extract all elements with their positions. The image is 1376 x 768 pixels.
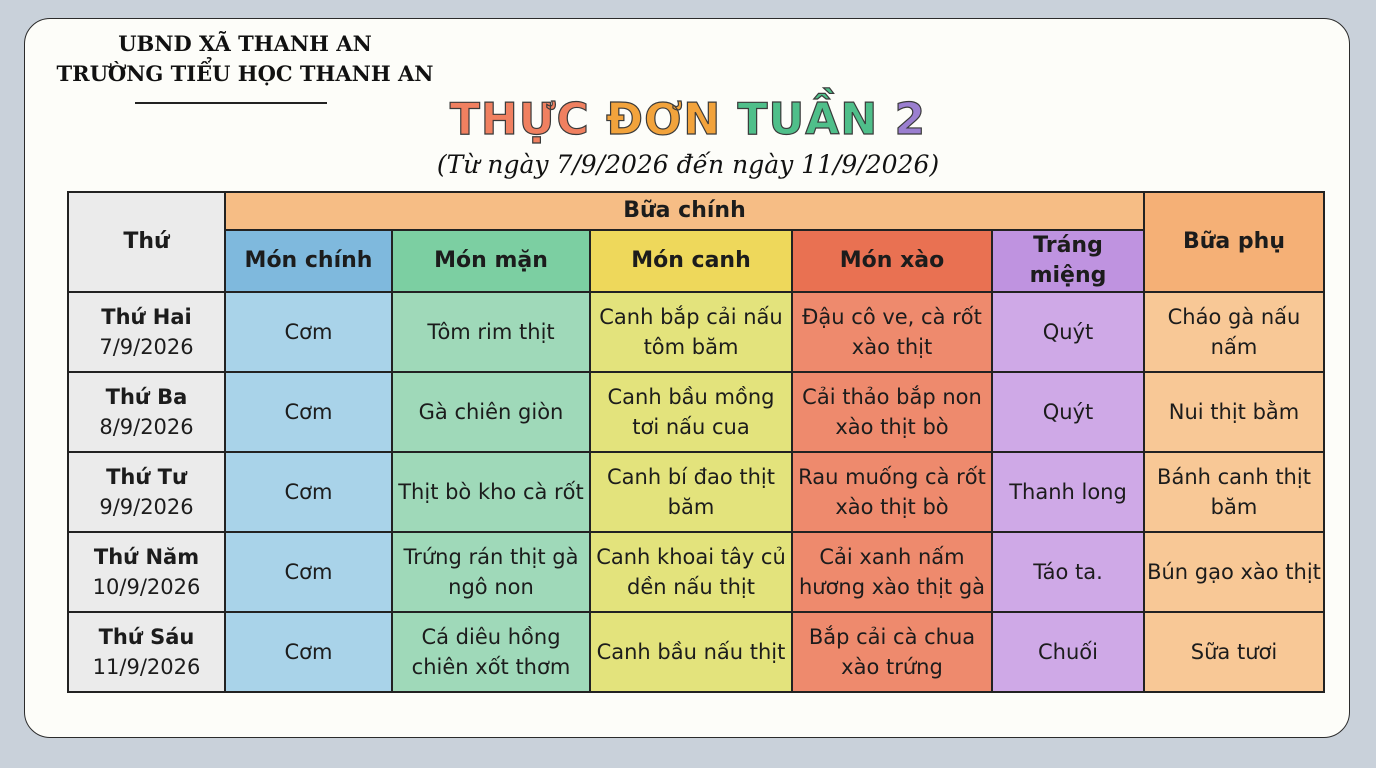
table-row	[68, 292, 1324, 372]
stir-fry-cell: Cải thảo bắp non xào thịt bò	[792, 372, 992, 452]
table-row	[68, 532, 1324, 612]
date-range: (Từ ngày 7/9/2026 đến ngày 11/9/2026)	[436, 150, 940, 179]
soup-cell: Canh bầu nấu thịt	[590, 612, 792, 692]
savory-dish-cell: Thịt bò kho cà rốt	[392, 452, 590, 532]
day-date: 10/9/2026	[92, 575, 201, 599]
table-row	[68, 612, 1324, 692]
snack-cell: Bún gạo xào thịt	[1144, 532, 1324, 612]
day-date: 8/9/2026	[99, 415, 194, 439]
savory-dish-cell: Gà chiên giòn	[392, 372, 590, 452]
header-stir-fry: Món xào	[792, 230, 992, 292]
savory-dish-cell: Trứng rán thịt gà ngô non	[392, 532, 590, 612]
stir-fry-cell: Bắp cải cà chua xào trứng	[792, 612, 992, 692]
day-cell	[68, 532, 225, 612]
day-name: Thứ Hai	[101, 305, 192, 329]
header-dessert: Tráng miệng	[992, 230, 1144, 292]
stir-fry-cell: Rau muống cà rốt xào thịt bò	[792, 452, 992, 532]
day-date: 9/9/2026	[99, 495, 194, 519]
main-dish-cell: Cơm	[225, 532, 392, 612]
day-name: Thứ Sáu	[98, 625, 195, 649]
page-title	[0, 94, 1376, 145]
title-word-4: 2	[894, 94, 927, 145]
day-cell	[68, 612, 225, 692]
snack-cell: Cháo gà nấu nấm	[1144, 292, 1324, 372]
day-cell	[68, 372, 225, 452]
header-main-dish: Món chính	[225, 230, 392, 292]
soup-cell: Canh khoai tây củ dền nấu thịt	[590, 532, 792, 612]
snack-cell: Sữa tươi	[1144, 612, 1324, 692]
day-cell	[68, 452, 225, 532]
day-name: Thứ Ba	[105, 385, 188, 409]
title-word-1: THỰC	[449, 94, 590, 145]
soup-cell: Canh bầu mồng tơi nấu cua	[590, 372, 792, 452]
savory-dish-cell: Tôm rim thịt	[392, 292, 590, 372]
day-name: Thứ Năm	[93, 545, 200, 569]
soup-cell: Canh bí đao thịt băm	[590, 452, 792, 532]
day-cell	[68, 292, 225, 372]
main-dish-cell: Cơm	[225, 372, 392, 452]
dessert-cell: Thanh long	[992, 452, 1144, 532]
table-row	[68, 372, 1324, 452]
snack-cell: Bánh canh thịt băm	[1144, 452, 1324, 532]
school-name: TRƯỜNG TIỂU HỌC THANH AN	[56, 61, 434, 86]
header-day: Thứ	[68, 192, 225, 292]
snack-cell: Nui thịt bằm	[1144, 372, 1324, 452]
day-date: 11/9/2026	[92, 655, 201, 679]
main-dish-cell: Cơm	[225, 292, 392, 372]
main-dish-cell: Cơm	[225, 452, 392, 532]
day-name: Thứ Tư	[106, 465, 187, 489]
dessert-cell: Chuối	[992, 612, 1144, 692]
day-date: 7/9/2026	[99, 335, 194, 359]
title-word-3: TUẦN	[737, 94, 879, 145]
table-row	[68, 452, 1324, 532]
header-savory-dish: Món mặn	[392, 230, 590, 292]
stir-fry-cell: Cải xanh nấm hương xào thịt gà	[792, 532, 992, 612]
stir-fry-cell: Đậu cô ve, cà rốt xào thịt	[792, 292, 992, 372]
dessert-cell: Quýt	[992, 372, 1144, 452]
soup-cell: Canh bắp cải nấu tôm băm	[590, 292, 792, 372]
main-dish-cell: Cơm	[225, 612, 392, 692]
header-soup: Món canh	[590, 230, 792, 292]
menu-table	[67, 191, 1325, 693]
header-snack: Bữa phụ	[1144, 192, 1324, 292]
header-main-meal: Bữa chính	[225, 192, 1144, 230]
title-word-2: ĐƠN	[606, 94, 722, 145]
school-header	[45, 29, 445, 89]
commune-name: UBND XÃ THANH AN	[118, 31, 372, 56]
dessert-cell: Quýt	[992, 292, 1144, 372]
dessert-cell: Táo ta.	[992, 532, 1144, 612]
savory-dish-cell: Cá diêu hồng chiên xốt thơm	[392, 612, 590, 692]
